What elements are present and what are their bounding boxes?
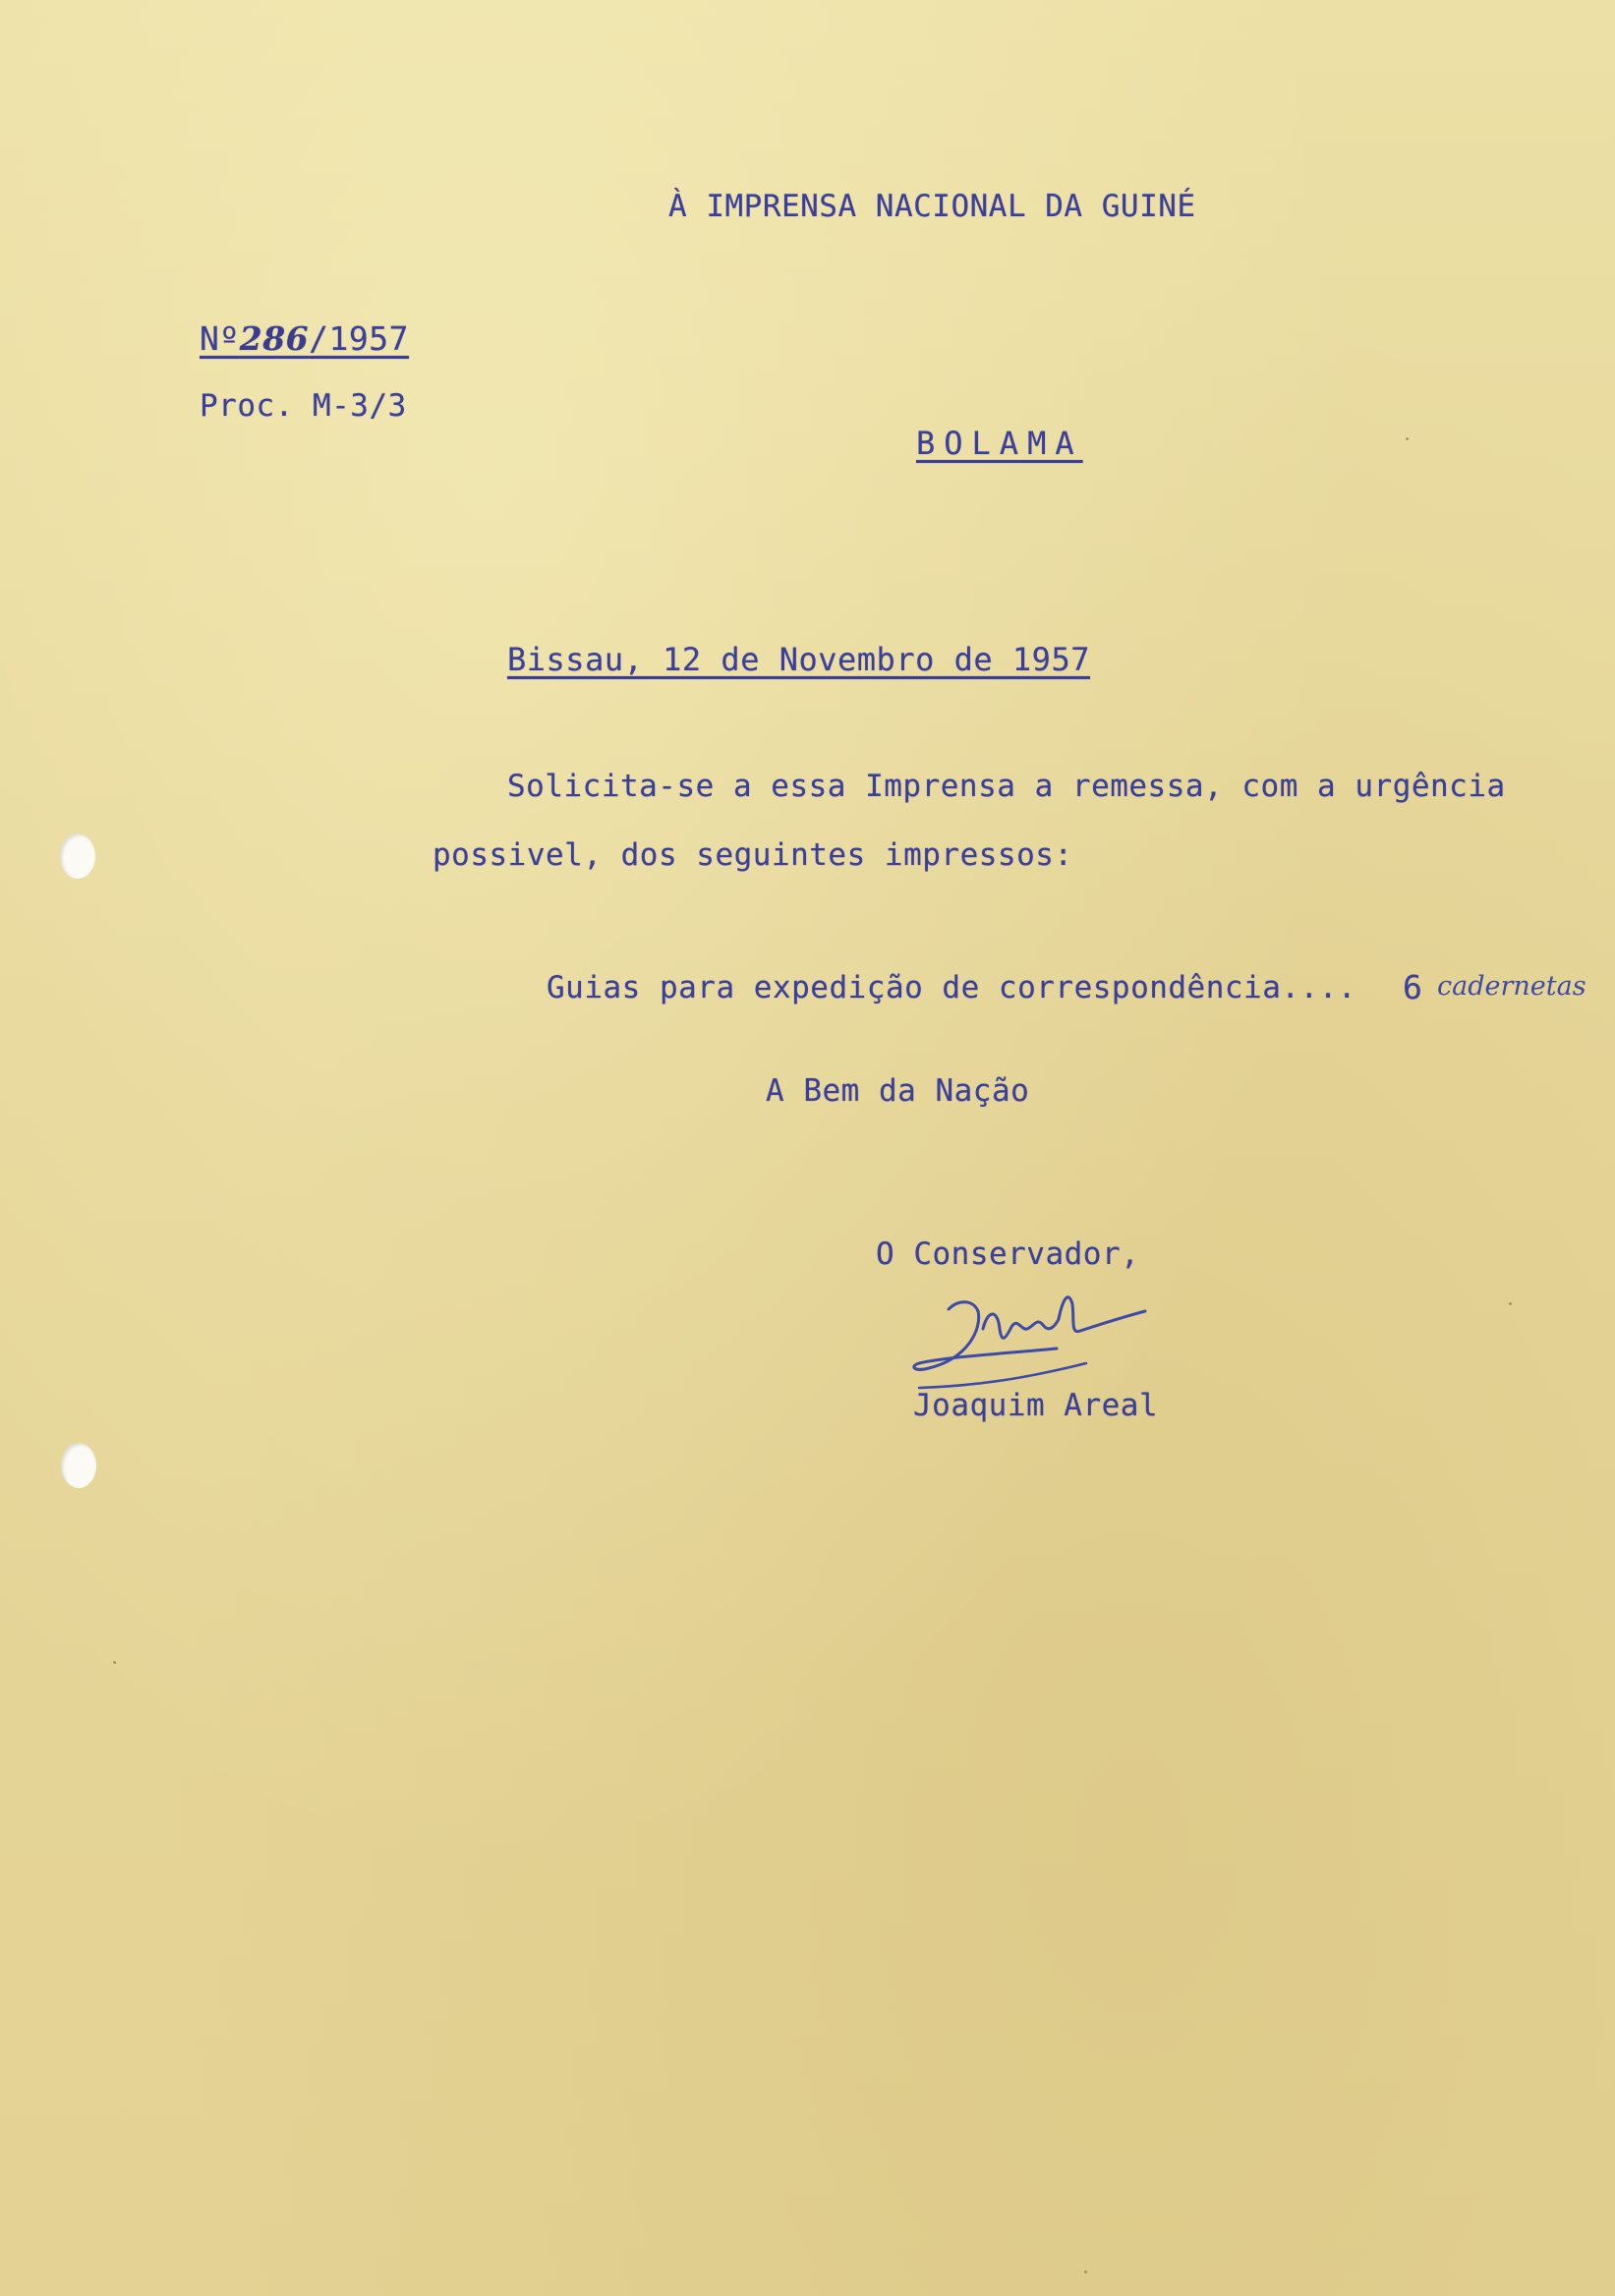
destination-place: BOLAMA [916,425,1083,462]
closing-salutation: A Bem da Nação [766,1073,1030,1109]
punch-hole-top [60,833,95,879]
process-reference: Proc. M-3/3 [200,388,407,424]
paper-speck [113,1661,116,1664]
reference-number-handwritten: 286 [239,319,310,358]
reference-prefix: Nº [200,319,240,358]
item-description: Guias para expedição de correspondência.... [547,970,1357,1005]
signer-title: O Conservador, [876,1236,1140,1272]
paper-speck [1509,1302,1512,1305]
handwritten-signature [890,1270,1165,1398]
item-quantity: 6 [1403,968,1423,1006]
item-unit-handwritten: cadernetas [1437,971,1586,1002]
paper-speck [1406,437,1409,440]
paper-speck [1084,2270,1087,2273]
reference-number [200,319,409,358]
reference-year: /1957 [309,319,409,358]
signer-name: Joaquim Areal [913,1388,1159,1423]
body-line-1: Solicita-se a essa Imprensa a remessa, com a urgência [507,769,1506,804]
date-line: Bissau, 12 de Novembro de 1957 [507,641,1090,678]
punch-hole-bottom [61,1443,96,1488]
body-line-2: possivel, dos seguintes impressos: [433,837,1073,873]
addressee-heading: À IMPRENSA NACIONAL DA GUINÉ [668,189,1196,224]
